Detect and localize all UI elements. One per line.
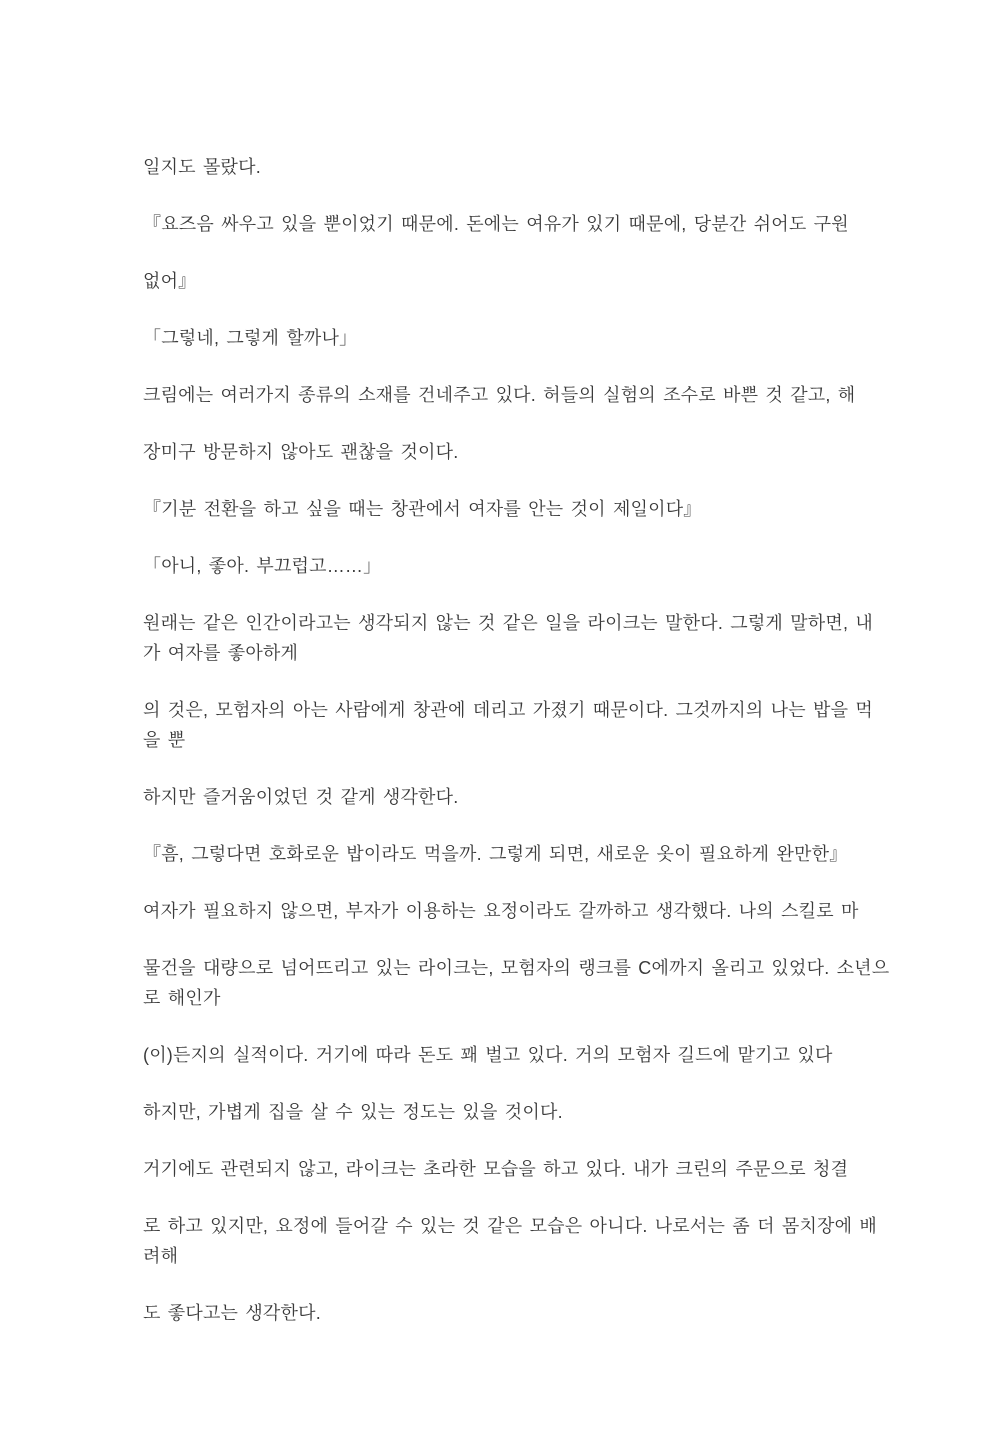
text-line: 의 것은, 모험자의 아는 사람에게 창관에 데리고 가졌기 때문이다. 그것까지의 나는 밥을 먹 xyxy=(143,700,873,720)
text-line: 없어』 xyxy=(143,271,197,291)
paragraph xyxy=(143,1154,888,1184)
text-line: 크림에는 여러가지 종류의 소재를 건네주고 있다. 허들의 실험의 조수로 바쁜 것 같고, 해 xyxy=(143,385,856,405)
document-body xyxy=(143,152,888,1328)
text-line: 「아니, 좋아. 부끄럽고……」 xyxy=(143,556,382,576)
paragraph xyxy=(143,323,888,353)
paragraph xyxy=(143,209,888,239)
paragraph xyxy=(143,437,888,467)
paragraph xyxy=(143,839,888,869)
text-line: (이)든지의 실적이다. 거기에 따라 돈도 꽤 벌고 있다. 거의 모험자 길드에 맡기고 있다 xyxy=(143,1045,833,1065)
paragraph xyxy=(143,266,888,296)
text-line: 「그렇네, 그렇게 할까나」 xyxy=(143,328,358,348)
paragraph xyxy=(143,695,888,755)
text-line: 여자가 필요하지 않으면, 부자가 이용하는 요정이라도 갈까하고 생각했다. 나의 스킬로 마 xyxy=(143,901,859,921)
text-line: 려해 xyxy=(143,1246,179,1266)
paragraph xyxy=(143,380,888,410)
text-line: 하지만, 가볍게 집을 살 수 있는 정도는 있을 것이다. xyxy=(143,1102,563,1122)
text-line: 『흠, 그렇다면 호화로운 밥이라도 먹을까. 그렇게 되면, 새로운 옷이 필요하게 완만한』 xyxy=(143,844,848,864)
paragraph xyxy=(143,782,888,812)
text-line: 장미구 방문하지 않아도 괜찮을 것이다. xyxy=(143,442,459,462)
text-line: 물건을 대량으로 넘어뜨리고 있는 라이크는, 모험자의 랭크를 C에까지 올리고 있었다. 소년으 xyxy=(143,958,890,978)
paragraph xyxy=(143,953,888,1013)
paragraph xyxy=(143,152,888,182)
paragraph xyxy=(143,608,888,668)
text-line: 을 뿐 xyxy=(143,730,186,750)
paragraph xyxy=(143,1298,888,1328)
text-line: 가 여자를 좋아하게 xyxy=(143,643,299,663)
text-line: 하지만 즐거움이었던 것 같게 생각한다. xyxy=(143,787,459,807)
text-line: 『기분 전환을 하고 싶을 때는 창관에서 여자를 안는 것이 제일이다』 xyxy=(143,499,702,519)
text-line: 도 좋다고는 생각한다. xyxy=(143,1303,321,1323)
paragraph xyxy=(143,494,888,524)
text-line: 『요즈음 싸우고 있을 뿐이었기 때문에. 돈에는 여유가 있기 때문에, 당분간 쉬어도 구원 xyxy=(143,214,849,234)
text-line: 로 하고 있지만, 요정에 들어갈 수 있는 것 같은 모습은 아니다. 나로서는 좀 더 몸치장에 배 xyxy=(143,1216,877,1236)
text-line: 로 해인가 xyxy=(143,988,221,1008)
paragraph xyxy=(143,896,888,926)
text-line: 원래는 같은 인간이라고는 생각되지 않는 것 같은 일을 라이크는 말한다. 그렇게 말하면, 내 xyxy=(143,613,873,633)
paragraph xyxy=(143,1040,888,1070)
paragraph xyxy=(143,551,888,581)
paragraph xyxy=(143,1097,888,1127)
text-line: 일지도 몰랐다. xyxy=(143,157,261,177)
text-line: 거기에도 관련되지 않고, 라이크는 초라한 모습을 하고 있다. 내가 크린의 주문으로 청결 xyxy=(143,1159,849,1179)
paragraph xyxy=(143,1211,888,1271)
